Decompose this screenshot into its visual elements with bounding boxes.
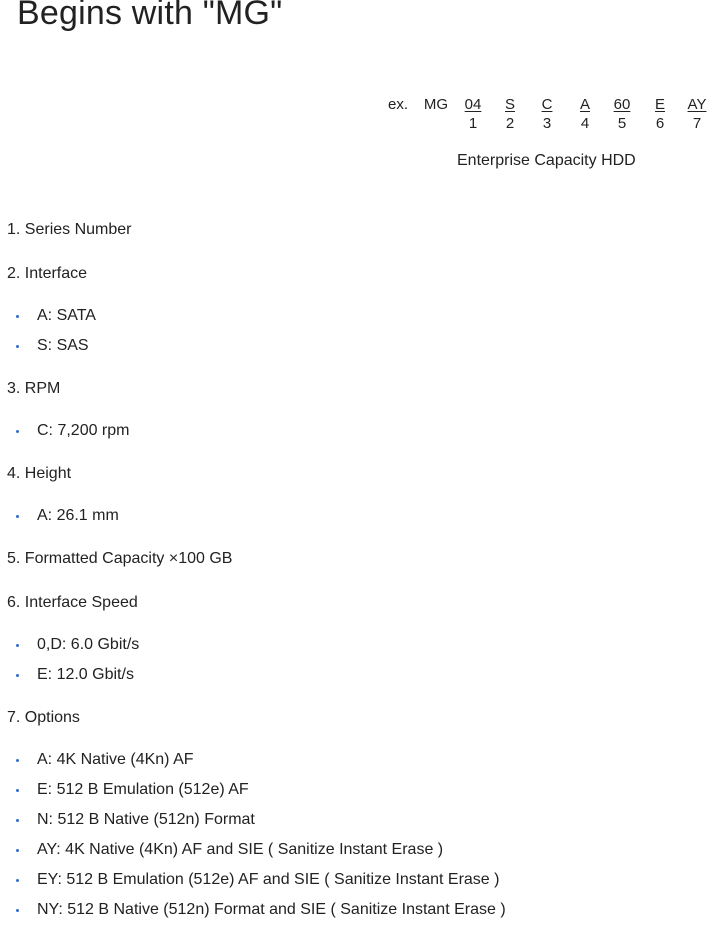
code-value: C <box>541 96 553 113</box>
code-value: 60 <box>613 96 631 113</box>
list-item <box>0 416 129 446</box>
options-list <box>0 745 506 925</box>
bullet-icon <box>16 789 19 792</box>
section-heading-interface: 2. Interface <box>7 265 88 282</box>
interface-speed-list <box>0 630 139 690</box>
model-number-example <box>380 96 716 136</box>
list-item <box>0 835 506 865</box>
code-value: 04 <box>464 96 482 113</box>
bullet-icon <box>16 345 19 348</box>
section-heading-series-number: 1. Series Number <box>7 221 132 238</box>
code-position: 1 <box>468 115 478 132</box>
example-caption: Enterprise Capacity HDD <box>457 152 636 169</box>
example-series-prefix: MG <box>423 96 449 113</box>
list-item-text: N: 512 B Native (512n) Format <box>37 811 255 828</box>
section-heading-height: 4. Height <box>7 465 72 482</box>
list-item-text: EY: 512 B Emulation (512e) AF and SIE ( Sanitize Instant Erase ) <box>37 871 500 888</box>
bullet-icon <box>16 879 19 882</box>
code-value: S <box>504 96 516 113</box>
list-item-text: NY: 512 B Native (512n) Format and SIE ( Sanitize Instant Erase ) <box>37 901 506 918</box>
bullet-icon <box>16 909 19 912</box>
code-position: 4 <box>580 115 590 132</box>
bullet-icon <box>16 644 19 647</box>
list-item-text: C: 7,200 rpm <box>37 422 130 439</box>
list-item <box>0 805 506 835</box>
bullet-icon <box>16 674 19 677</box>
code-value: AY <box>687 96 707 113</box>
page-title: Begins with "MG" <box>17 0 283 32</box>
bullet-icon <box>16 430 19 433</box>
rpm-list <box>0 416 129 446</box>
section-heading-formatted-capacity: 5. Formatted Capacity ×100 GB <box>7 550 233 567</box>
list-item <box>0 895 506 925</box>
list-item <box>0 501 119 531</box>
code-position: 2 <box>505 115 515 132</box>
list-item <box>0 301 96 331</box>
example-code-6 <box>655 96 665 132</box>
example-prefix: ex. <box>387 96 409 113</box>
example-code-3 <box>542 96 553 132</box>
example-code-4 <box>580 96 590 132</box>
bullet-icon <box>16 849 19 852</box>
code-value: A <box>579 96 591 113</box>
list-item <box>0 865 506 895</box>
section-heading-interface-speed: 6. Interface Speed <box>7 594 138 611</box>
example-code-5 <box>614 96 631 132</box>
list-item-text: A: SATA <box>37 307 96 324</box>
example-code-1 <box>465 96 482 132</box>
list-item <box>0 660 139 690</box>
example-code-2 <box>505 96 515 132</box>
list-item-text: E: 512 B Emulation (512e) AF <box>37 781 249 798</box>
bullet-icon <box>16 515 19 518</box>
list-item <box>0 775 506 805</box>
bullet-icon <box>16 759 19 762</box>
list-item <box>0 745 506 775</box>
list-item <box>0 331 96 361</box>
code-value: E <box>654 96 666 113</box>
interface-list <box>0 301 96 361</box>
list-item-text: 0,D: 6.0 Gbit/s <box>37 636 140 653</box>
bullet-icon <box>16 819 19 822</box>
height-list <box>0 501 119 531</box>
list-item-text: A: 4K Native (4Kn) AF <box>37 751 194 768</box>
code-position: 6 <box>655 115 665 132</box>
example-code-7 <box>688 96 707 132</box>
code-position: 7 <box>692 115 702 132</box>
list-item <box>0 630 139 660</box>
code-position: 3 <box>542 115 552 132</box>
bullet-icon <box>16 315 19 318</box>
code-position: 5 <box>617 115 627 132</box>
list-item-text: S: SAS <box>37 337 89 354</box>
section-heading-rpm: 3. RPM <box>7 380 61 397</box>
list-item-text: A: 26.1 mm <box>37 507 119 524</box>
section-heading-options: 7. Options <box>7 709 80 726</box>
list-item-text: AY: 4K Native (4Kn) AF and SIE ( Sanitize Instant Erase ) <box>37 841 444 858</box>
list-item-text: E: 12.0 Gbit/s <box>37 666 134 683</box>
